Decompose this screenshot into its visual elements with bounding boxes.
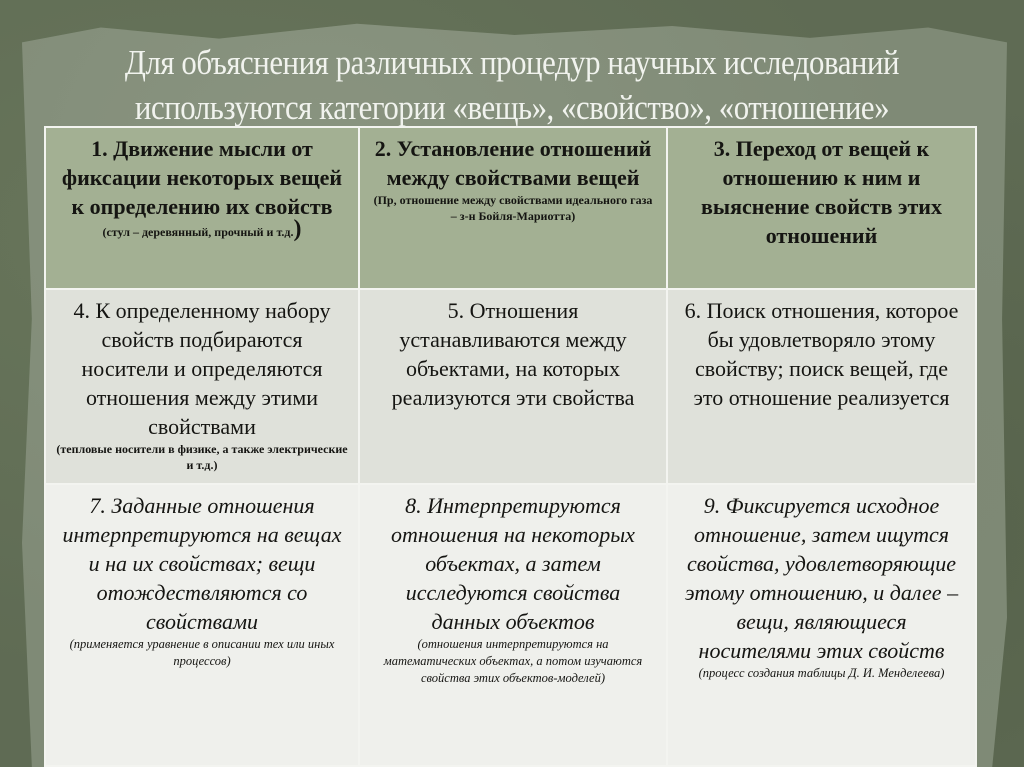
slide-title — [88, 40, 936, 130]
table-cell-4 — [45, 289, 359, 484]
cell-main-text: 2. Установление отношений между свойствами вещей — [374, 136, 652, 190]
table-cell-6 — [667, 289, 976, 484]
cell-main-text: 3. Переход от вещей к отношению к ним и выяснение свойств этих отношений — [701, 136, 942, 248]
cell-note: (процесс создания таблицы Д. И. Менделеева) — [698, 666, 945, 680]
cell-note: (применяется уравнение в описании тех или иных процессов) — [69, 637, 335, 668]
table-cell-2 — [359, 127, 667, 289]
cell-main-text: 1. Движение мысли от фиксации некоторых вещей к определению их свойств — [61, 136, 343, 219]
table-cell-8 — [359, 484, 667, 766]
title-line-1: Для объяснения различных процедур научных исследований — [124, 43, 900, 82]
cell-main-text: 9. Фиксируется исходное отношение, затем ищутся свойства, удовлетворяющие этому отношению, и далее – вещи, являющиеся носителями этих свойств — [684, 493, 959, 663]
table-row — [45, 289, 976, 484]
cell-note: (Пр, отношение между свойствами идеального газа – з-н Бойля-Мариотта) — [373, 193, 653, 223]
cell-note: (стул – деревянный, прочный и т.д. — [102, 225, 294, 239]
cell-main-text: 5. Отношения устанавливаются между объектами, на которых реализуются эти свойства — [391, 298, 635, 410]
cell-main-text: 8. Интерпретируются отношения на некоторых объектах, а затем исследуются свойства данных объектов — [391, 493, 635, 634]
table-cell-9 — [667, 484, 976, 766]
table-row — [45, 484, 976, 766]
cell-note: (отношения интерпретируются на математических объектах, а потом изучаются свойства этих объектов-моделей) — [383, 637, 643, 685]
table-cell-7 — [45, 484, 359, 766]
title-line-2: используются категории «вещь», «свойство», «отношение» — [134, 88, 890, 127]
cell-main-text: 6. Поиск отношения, которое бы удовлетворяло этому свойству; поиск вещей, где это отношение реализуется — [684, 298, 959, 410]
cell-note-paren: ) — [293, 216, 302, 242]
cell-note: (тепловые носители в физике, а также электрические и т.д.) — [56, 442, 348, 472]
cell-main-text: 7. Заданные отношения интерпретируются на вещах и на их свойствах; вещи отождествляются со свойствами — [62, 493, 342, 634]
table-row — [45, 127, 976, 289]
table-cell-5 — [359, 289, 667, 484]
cell-main-text: 4. К определенному набору свойств подбираются носители и определяются отношения между этими свойствами — [73, 298, 331, 439]
table-cell-1 — [45, 127, 359, 289]
table-cell-3 — [667, 127, 976, 289]
categories-table — [44, 126, 977, 767]
